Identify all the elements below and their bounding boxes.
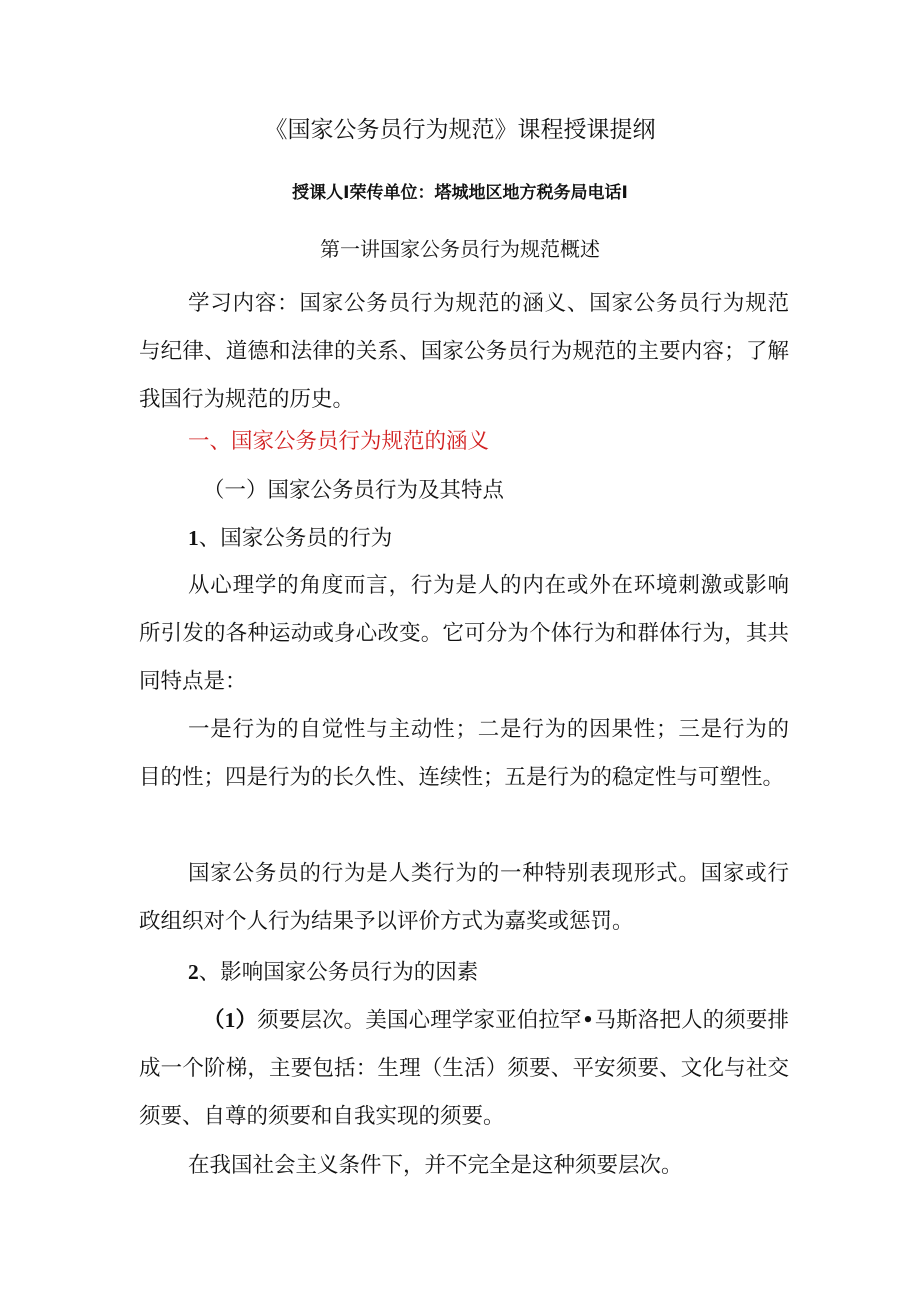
- point-heading-behavior: [139, 514, 789, 563]
- study-content-paragraph: 学习内容：国家公务员行为规范的涵义、国家公务员行为规范与纪律、道德和法律的关系、国家公务员行为规范的主要内容；了解我国行为规范的历史。: [139, 291, 789, 412]
- document-title: 《国家公务员行为规范》课程授课提纲: [264, 117, 656, 143]
- lecture-title: 第一讲国家公务员行为规范概述: [320, 237, 600, 261]
- item-text: 须要层次。美国心理学家亚伯拉罕•马斯洛把人的须要排成一个阶梯，主要包括：生理（生活）须要、平安须要、文化与社交须要、自尊的须要和自我实现的须要。: [139, 1008, 789, 1129]
- point-heading-text: 、影响国家公务员行为的因素: [198, 960, 479, 985]
- subsection-heading-behavior: （一）国家公务员行为及其特点: [203, 478, 505, 503]
- behavior-features-paragraph: 一是行为的自觉性与主动性；二是行为的因果性；三是行为的目的性；四是行为的长久性、连续性；五是行为的稳定性与可塑性。: [139, 717, 789, 790]
- psychology-paragraph: 从心理学的角度而言，行为是人的内在或外在环境刺激或影响所引发的各种运动或身心改变。它可分为个体行为和群体行为，其共同特点是：: [139, 573, 789, 694]
- item-number: （1）: [203, 1008, 258, 1032]
- needs-hierarchy-paragraph: [139, 996, 789, 1141]
- section-heading-meaning: 一、国家公务员行为规范的涵义: [188, 429, 490, 454]
- point-number: 2: [188, 960, 199, 984]
- instructor-info-line: 授课人I荣传单位：塔城地区地方税务局电话I: [292, 183, 628, 203]
- point-heading-factors: [139, 948, 789, 997]
- point-heading-text: 、国家公务员的行为: [198, 526, 393, 551]
- point-number: 1: [188, 526, 199, 550]
- socialism-paragraph: 在我国社会主义条件下，并不完全是这种须要层次。: [188, 1153, 683, 1178]
- civil-servant-behavior-paragraph: 国家公务员的行为是人类行为的一种特别表现形式。国家或行政组织对个人行为结果予以评价方式为嘉奖或惩罚。: [139, 861, 789, 934]
